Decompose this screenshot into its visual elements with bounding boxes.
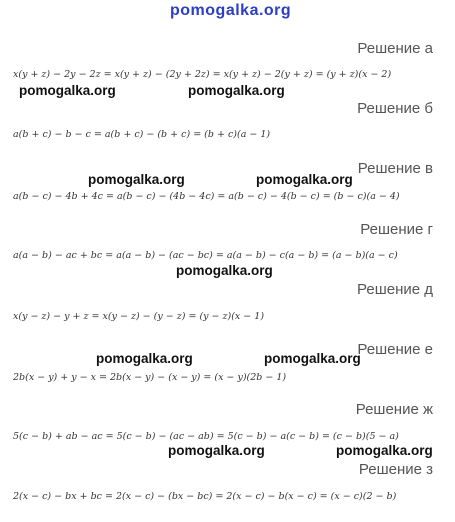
solution-a-heading: Решение а [357,40,433,57]
watermark: pomogalka.org [256,172,353,187]
solution-d-heading: Решение д [357,281,433,298]
solution-a-formula: x(y + z) − 2y − 2z = x(y + z) − (2y + 2z) = x(y + z) − 2(y + z) = (y + z)(x − 2) [13,69,392,80]
solution-zh-heading: Решение ж [355,401,433,418]
watermark: pomogalka.org [19,83,116,98]
solution-b-heading: Решение б [357,100,433,117]
solution-z-formula: 2(x − c) − bx + bc = 2(x − c) − (bx − bc) = 2(x − c) − b(x − c) = (x − c)(2 − b) [13,491,397,502]
solution-v-formula: a(b − c) − 4b + 4c = a(b − c) − (4b − 4c) = a(b − c) − 4(b − c) = (b − c)(a − 4) [13,191,400,202]
solution-zh-formula: 5(c − b) + ab − ac = 5(c − b) − (ac − ab) = 5(c − b) − a(c − b) = (c − b)(5 − a) [13,431,399,442]
solution-e-heading: Решение е [357,341,433,358]
watermark: pomogalka.org [176,263,273,278]
watermark-top[interactable]: pomogalka.org [170,2,292,19]
solution-e-formula: 2b(x − y) + y − x = 2b(x − y) − (x − y) = (x − y)(2b − 1) [13,372,287,383]
solution-g-formula: a(a − b) − ac + bc = a(a − b) − (ac − bc) = a(a − b) − c(a − b) = (a − b)(a − c) [13,250,398,261]
watermark: pomogalka.org [336,443,433,458]
solution-z-heading: Решение з [358,461,433,478]
watermark: pomogalka.org [188,83,285,98]
solution-b-formula: a(b + c) − b − c = a(b + c) − (b + c) = (b + c)(a − 1) [13,129,271,140]
watermark: pomogalka.org [264,351,361,366]
solution-d-formula: x(y − z) − y + z = x(y − z) − (y − z) = (y − z)(x − 1) [13,311,265,322]
watermark: pomogalka.org [96,351,193,366]
watermark: pomogalka.org [88,172,185,187]
watermark: pomogalka.org [168,443,265,458]
solution-v-heading: Решение в [357,160,433,177]
solution-g-heading: Решение г [360,221,433,238]
